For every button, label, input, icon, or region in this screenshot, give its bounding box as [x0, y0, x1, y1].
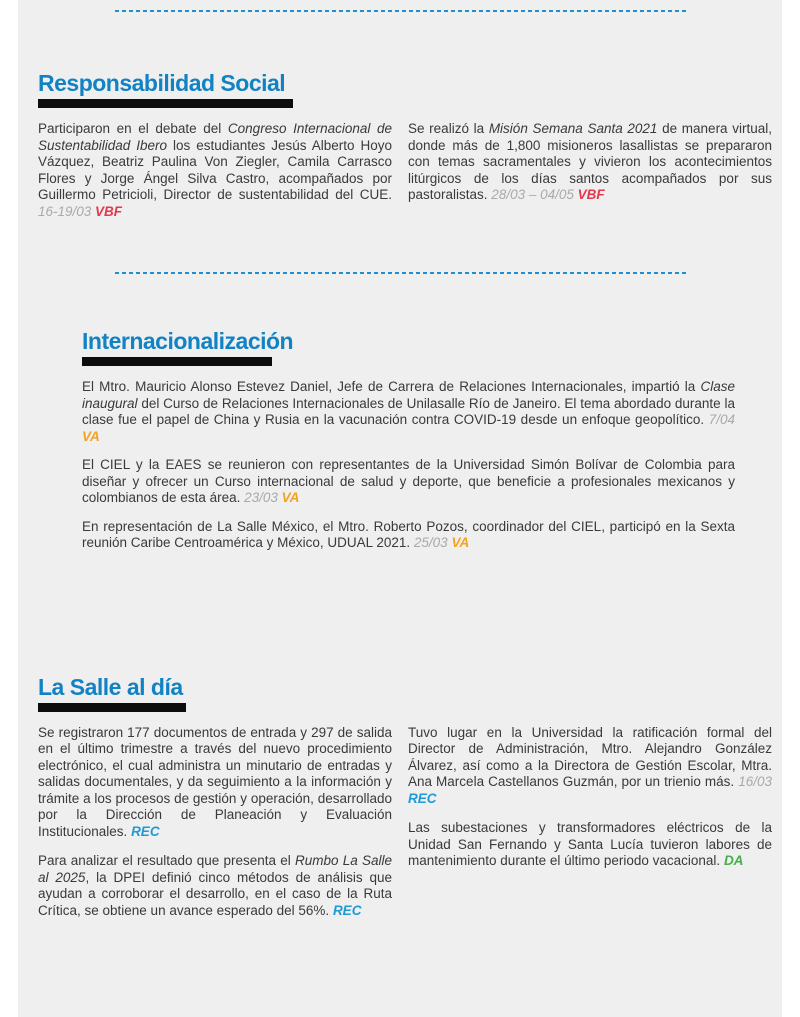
department-tag-rec: REC [131, 823, 160, 839]
event-title-italic: Rumbo La Salle al 2025 [38, 853, 392, 885]
date-label: 7/04 [708, 412, 735, 427]
date-label: 25/03 [413, 535, 452, 550]
single-column-block [82, 379, 735, 552]
paragraph-text: Se registraron 177 documentos de entrada y 297 de salida en el último trimestre a través del nuevo procedimiento electrónico, el cual administra un minutario de entradas y salidas documentales, y da seguimiento a la información y trámite a los procesos de gestión y operación, desarrollado por la Dirección de Planeación y Evaluación Institucionales. [38, 724, 392, 839]
paragraph-text: de manera virtual, donde más de 1,800 misioneros lasallistas se prepararon con temas sacramentales y vivieron los acontecimientos litúrgicos de los días santos acompañados por sus pastoralistas. [408, 121, 773, 202]
paragraph-text: Se realizó la [408, 121, 489, 136]
event-title-italic: Misión Semana Santa 2021 [488, 121, 658, 136]
news-paragraph [408, 121, 772, 204]
department-tag-rec: REC [408, 790, 437, 806]
department-tag-va: VA [451, 535, 470, 550]
department-tag-va: VA [281, 490, 300, 505]
dashed-divider-top [115, 10, 689, 12]
event-title-italic: Clase inaugural [82, 379, 735, 411]
news-paragraph [38, 725, 392, 841]
news-paragraph [82, 519, 735, 552]
section-title-la-salle-al-dia: La Salle al día [38, 673, 183, 700]
paragraph-text: Tuvo lugar en la Universidad la ratificación formal del Director de Administración, Mtro. Alejandro González Álvarez, así como a la Directora de Gestión Escolar, Mtra. Ana Marcela Castellanos Guzmán, por un trienio más. [408, 724, 772, 789]
section-header [82, 330, 735, 366]
paragraph-text: Para analizar el resultado que presenta el [38, 853, 295, 868]
section-header [38, 72, 782, 108]
news-paragraph [82, 457, 735, 507]
date-label: 16/03 [738, 774, 772, 789]
column-left [38, 725, 392, 933]
paragraph-text: El Mtro. Mauricio Alonso Estevez Daniel, Jefe de Carrera de Relaciones Internacionales, impartió la [82, 379, 701, 394]
paragraph-text: En representación de La Salle México, el Mtro. Roberto Pozos, coordinador del CIEL, participó en la Sexta reunión Caribe Centroamérica y México, UDUAL 2021. [82, 518, 735, 550]
news-paragraph [38, 853, 392, 919]
two-column-block [18, 121, 782, 232]
column-right [408, 121, 772, 232]
paragraph-text: Participaron en el debate del [38, 121, 228, 136]
paragraph-text: , la DPEI definió cinco métodos de análisis que ayudan a corroborar el desarrollo, en el caso de la Ruta Crítica, se obtiene un avance esperado del 56%. [38, 869, 392, 918]
two-column-block [18, 725, 782, 933]
section-la-salle-al-dia [18, 673, 782, 933]
department-tag-da: DA [723, 853, 744, 868]
newsletter-page-panel [18, 0, 782, 1017]
news-paragraph [408, 725, 772, 808]
column-right [408, 725, 772, 933]
paragraph-text: los estudiantes Jesús Alberto Hoyo Vázquez, Beatriz Paulina Von Ziegler, Camila Carrasco Flores y Jorge Ángel Silva Castro, acompañados por Guillermo Petricioli, Director de sustentabilidad del CUE. [38, 137, 393, 202]
news-paragraph [408, 820, 772, 870]
section-title-responsabilidad-social: Responsabilidad Social [38, 70, 286, 96]
department-tag-vbf: VBF [577, 187, 605, 202]
news-paragraph [82, 379, 735, 445]
section-internacionalizacion [82, 330, 735, 552]
paragraph-text: Las subestaciones y transformadores eléctricos de la Unidad San Fernando y Santa Lucía tuvieron labores de mantenimiento durante el último periodo vacacional. [408, 820, 772, 868]
title-underline-bar [82, 357, 272, 366]
section-header [38, 673, 782, 712]
date-label: 23/03 [244, 490, 282, 505]
date-label: 16-19/03 [38, 203, 96, 219]
column-left [38, 121, 392, 232]
title-underline-bar [38, 99, 293, 108]
section-responsabilidad-social [18, 72, 782, 232]
section-title-internacionalizacion: Internacionalización [82, 328, 294, 354]
department-tag-vbf: VBF [95, 203, 123, 219]
paragraph-text: El CIEL y la EAES se reunieron con representantes de la Universidad Simón Bolívar de Colombia para diseñar y ofrecer un Curso internacional de salud y deporte, que beneficie a profesionales mexicanos y colombianos de esta área. [82, 457, 735, 505]
date-label: 28/03 – 04/05 [491, 187, 578, 202]
department-tag-va: VA [82, 428, 100, 444]
department-tag-rec: REC [332, 902, 362, 918]
title-underline-bar [38, 703, 186, 712]
news-paragraph [38, 121, 392, 220]
event-title-italic: Congreso Internacional de Sustentabilidad Ibero [38, 121, 392, 153]
dashed-divider-middle [115, 272, 689, 274]
paragraph-text: del Curso de Relaciones Internacionales de Unilasalle Río de Janeiro. El tema abordado durante la clase fue el papel de China y Rusia en la vacunación contra COVID-19 desde un enfoque geopolítico. [82, 395, 735, 427]
